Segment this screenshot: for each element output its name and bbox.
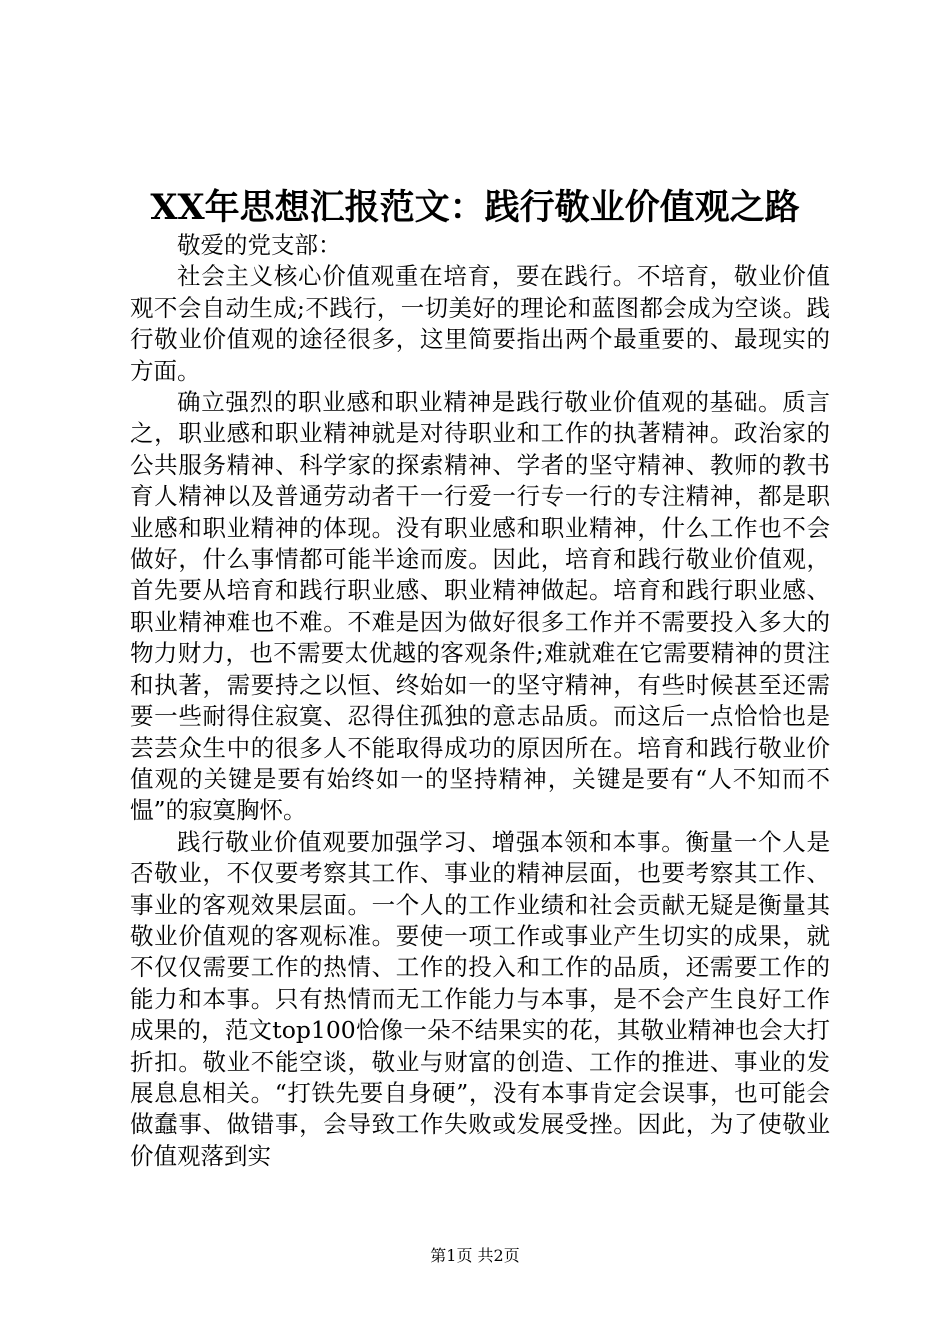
salutation: 敬爱的党支部： [177, 231, 342, 259]
paragraph-3: 践行敬业价值观要加强学习、增强本领和本事。衡量一个人是否敬业，不仅要考察其工作、事业的精神层面，也要考察其工作、事业的客观效果层面。一个人的工作业绩和社会贡献无疑是衡量其敬业价值观的客观标准。要使一项工作或事业产生切实的成果，就不仅仅需要工作的热情、工作的投入和工作的品质，还需要工作的能力和本事。只有热情而无工作能力与本事，是不会产生良好工作成果的，范文top100恰像一朵不结果实的花，其敬业精神也会大打折扣。敬业不能空谈，敬业与财富的创造、工作的推进、事业的发展息息相关。“打铁先要自身硬”，没有本事肯定会误事，也可能会做蠢事、做错事，会导致工作失败或发展受挫。因此，为了使敬业价值观落到实 [130, 827, 830, 1170]
paragraph-1: 社会主义核心价值观重在培育，要在践行。不培育，敬业价值观不会自动生成;不践行，一切美好的理论和蓝图都会成为空谈。践行敬业价值观的途径很多，这里简要指出两个最重要的、最现实的方面。 [130, 262, 830, 385]
document-title: XX年思想汇报范文：践行敬业价值观之路 [150, 187, 800, 228]
page-number-footer: 第1页 共2页 [430, 1246, 520, 1265]
paragraph-2: 确立强烈的职业感和职业精神是践行敬业价值观的基础。质言之，职业感和职业精神就是对待职业和工作的执著精神。政治家的公共服务精神、科学家的探索精神、学者的坚守精神、教师的教书育人精神以及普通劳动者干一行爱一行专一行的专注精神，都是职业感和职业精神的体现。没有职业感和职业精神，什么工作也不会做好，什么事情都可能半途而废。因此，培育和践行敬业价值观，首先要从培育和践行职业感、职业精神做起。培育和践行职业感、职业精神难也不难。不难是因为做好很多工作并不需要投入多大的物力财力，也不需要太优越的客观条件;难就难在它需要精神的贯注和执著，需要持之以恒、终始如一的坚守精神，有些时候甚至还需要一些耐得住寂寞、忍得住孤独的意志品质。而这后一点恰恰也是芸芸众生中的很多人不能取得成功的原因所在。培育和践行敬业价值观的关键是要有始终如一的坚持精神，关键是要有“人不知而不愠”的寂寞胸怀。 [130, 388, 830, 825]
document-body [130, 230, 830, 1172]
